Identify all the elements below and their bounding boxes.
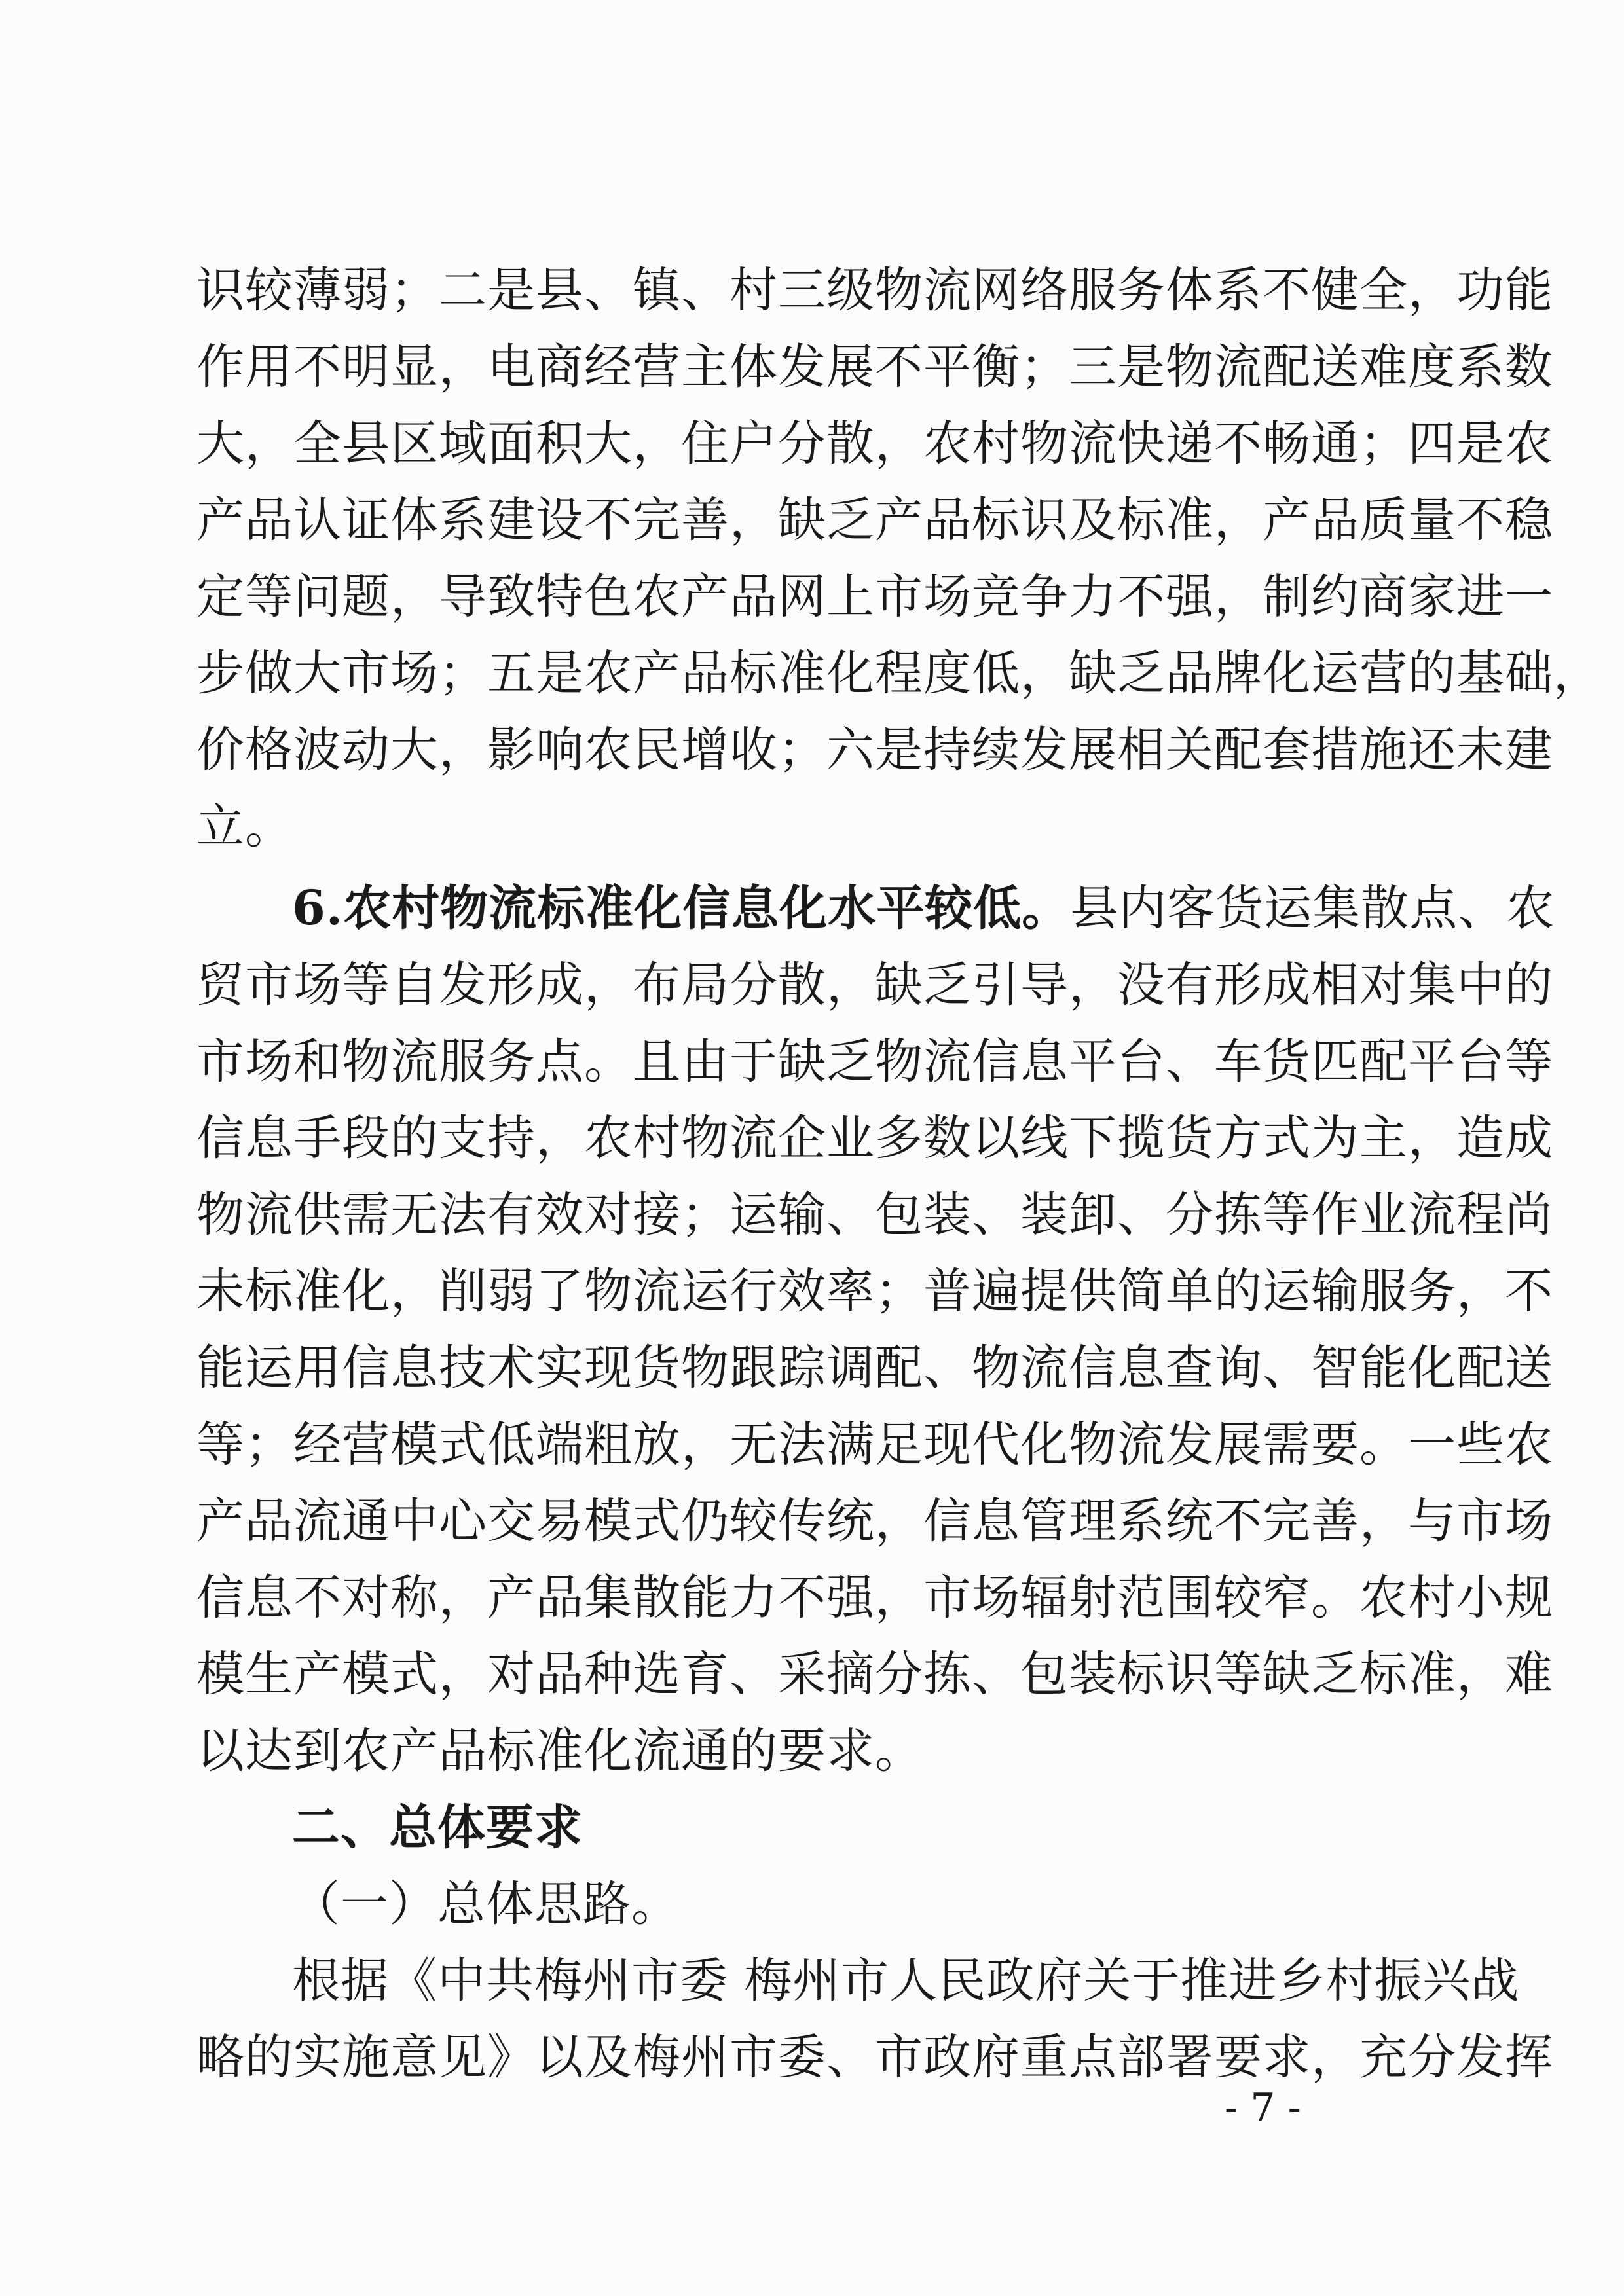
paragraph-heading: 6.农村物流标准化信息化水平较低。 [292, 880, 1071, 936]
text-line: 能运用信息技术实现货物跟踪调配、物流信息查询、智能化配送 [196, 1340, 1553, 1396]
text-line: 物流供需无法有效对接；运输、包装、装卸、分拣等作业流程尚 [196, 1187, 1553, 1243]
paragraph-3 [196, 1942, 1553, 2096]
text-line: 未标准化，削弱了物流运行效率；普遍提供简单的运输服务，不 [196, 1264, 1553, 1319]
text-line: 信息不对称，产品集散能力不强，市场辐射范围较窄。农村小规 [196, 1570, 1553, 1626]
paragraph-first-line-rest: 县内客货运集散点、农 [1070, 881, 1555, 936]
text-line: 等；经营模式低端粗放，无法满足现代化物流发展需要。一些农 [196, 1417, 1553, 1472]
text-line: 作用不明显，电商经营主体发展不平衡；三是物流配送难度系数 [196, 339, 1553, 395]
paragraph-2 [196, 870, 1555, 1789]
document-body [196, 252, 1602, 2096]
text-line: 略的实施意见》以及梅州市委、市政府重点部署要求，充分发挥 [196, 2030, 1553, 2085]
text-line: 立。 [196, 799, 293, 854]
text-line: 根据《中共梅州市委 梅州市人民政府关于推进乡村振兴战 [292, 1953, 1520, 2009]
text-line: 以达到农产品标准化流通的要求。 [196, 1723, 923, 1779]
text-line: 贸市场等自发形成，布局分散，缺乏引导，没有形成相对集中的 [196, 957, 1553, 1013]
text-line: 信息手段的支持，农村物流企业多数以线下揽货方式为主，造成 [196, 1110, 1553, 1166]
text-line: 大，全县区域面积大，住户分散，农村物流快递不畅通；四是农 [196, 416, 1553, 471]
section-heading: 二、总体要求 [292, 1799, 583, 1855]
text-line: 产品流通中心交易模式仍较传统，信息管理系统不完善，与市场 [196, 1493, 1553, 1549]
text-line: 产品认证体系建设不完善，缺乏产品标识及标准，产品质量不稳 [196, 492, 1553, 548]
text-line: 市场和物流服务点。且由于缺乏物流信息平台、车货匹配平台等 [196, 1034, 1553, 1089]
text-line: 步做大市场；五是农产品标准化程度低，缺乏品牌化运营的基础， [196, 646, 1602, 701]
page-number: - 7 - [1225, 2085, 1301, 2131]
text-line: 价格波动大，影响农民增收；六是持续发展相关配套措施还未建 [196, 722, 1553, 778]
text-line [196, 870, 1555, 947]
paragraph-1 [196, 252, 1602, 865]
text-line: 定等问题，导致特色农产品网上市场竞争力不强，制约商家进一 [196, 569, 1553, 625]
subsection-heading: （一）总体思路。 [292, 1876, 680, 1932]
text-line: 识较薄弱；二是县、镇、村三级物流网络服务体系不健全，功能 [196, 263, 1553, 318]
text-line: 模生产模式，对品种选育、采摘分拣、包装标识等缺乏标准，难 [196, 1647, 1553, 1702]
